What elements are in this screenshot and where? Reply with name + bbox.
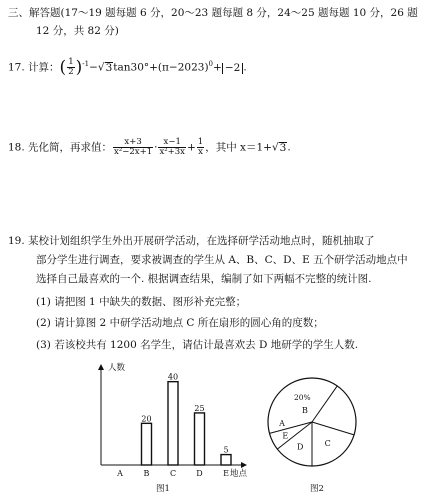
q19-line1: 19. 某校计划组织学生外出开展研学活动，在选择研学活动地点时，随机抽取了: [8, 235, 375, 247]
q19-sub1: (1) 请把图 1 中缺失的数据、图形补充完整；: [36, 296, 247, 308]
pie-label-C: C: [324, 438, 331, 448]
bar-D: [195, 413, 205, 465]
question-18: 18. 先化简，再求值： $\frac{x+3}{\text{x²−2x+1}}$ · $\frac{x-1}{\text{x²+3x}}$ + $\frac{1}{x}$ ，其中 x＝1+√3.: [8, 137, 291, 157]
pie-annotation-B-percent: 20%: [293, 393, 311, 403]
q18-prefix: 18. 先化简，再求值：: [8, 141, 113, 154]
figure-2-pie-chart: [262, 356, 372, 496]
question-17: 17. 计算：( $\frac{1}{2}$ )$^{-1}-√3\tan 30^\circ+(\pi-2023)^0+ -2$ .: [8, 57, 247, 78]
section-header-line2: 12 分，共 82 分): [36, 25, 119, 37]
q17-fraction: $\frac{1}{2}$: [68, 57, 74, 77]
bar-B: [142, 423, 152, 465]
bar-value-label-C: 40: [167, 372, 179, 382]
bar-value-label-B: 20: [141, 414, 152, 424]
q19-sub3: (3) 若该校共有 1200 名学生，请估计最喜欢去 D 地研学的学生人数.: [36, 339, 359, 351]
bar-value-label-E: 5: [223, 445, 229, 455]
x-tick-label-D: D: [196, 469, 203, 478]
q18-fraction-3: $\frac{1}{x}$: [197, 137, 204, 157]
figure-1-bar-chart: [88, 356, 258, 496]
section-header-line1: 三、解答题(17～19 题每题 6 分，20～23 题每题 8 分，24～25 题每题 10 分，26 题: [8, 7, 418, 19]
pie-label-B: B: [302, 405, 308, 415]
figure-2-caption: 图2: [310, 484, 324, 494]
figure-1-caption: 图1: [156, 484, 170, 494]
x-axis-label: 地点: [230, 469, 248, 479]
x-tick-label-E: E: [223, 469, 229, 478]
pie-label-E: E: [282, 431, 289, 441]
q19-line3: 选择自己最喜欢的一个. 根据调查结果，编制了如下两幅不完整的统计图.: [36, 273, 372, 285]
q17-abs: −2: [222, 63, 243, 74]
x-tick-label-A: A: [117, 469, 123, 478]
q19-line2: 部分学生进行调查，要求被调查的学生从 A、B、C、D、E 五个研学活动地点中: [36, 254, 408, 266]
pie-label-D: D: [296, 442, 304, 452]
q17-prefix: 17. 计算：: [8, 61, 60, 74]
q18-fraction-1: $\frac{x+3}{\text{x²−2x+1}}$: [114, 137, 153, 157]
pie-group: [268, 378, 356, 466]
q17-sqrt: 3: [105, 61, 113, 74]
x-tick-label-C: C: [169, 469, 177, 478]
q17-exponent: -1: [82, 60, 90, 68]
q18-fraction-2: $\frac{x-1}{\text{x²+3x}}$: [159, 137, 185, 157]
q17-tan: tan30°+(π−2023): [113, 61, 209, 74]
bar-C: [168, 382, 178, 465]
x-tick-label-B: B: [143, 469, 150, 478]
q19-sub2: (2) 请计算图 2 中研学活动地点 C 所在扇形的圆心角的度数；: [36, 317, 324, 329]
bar-group: [116, 373, 231, 478]
bar-value-label-D: 25: [194, 403, 205, 413]
pie-label-A: A: [279, 419, 285, 429]
bar-E: [221, 455, 231, 465]
y-axis-label: 人数: [108, 363, 126, 373]
